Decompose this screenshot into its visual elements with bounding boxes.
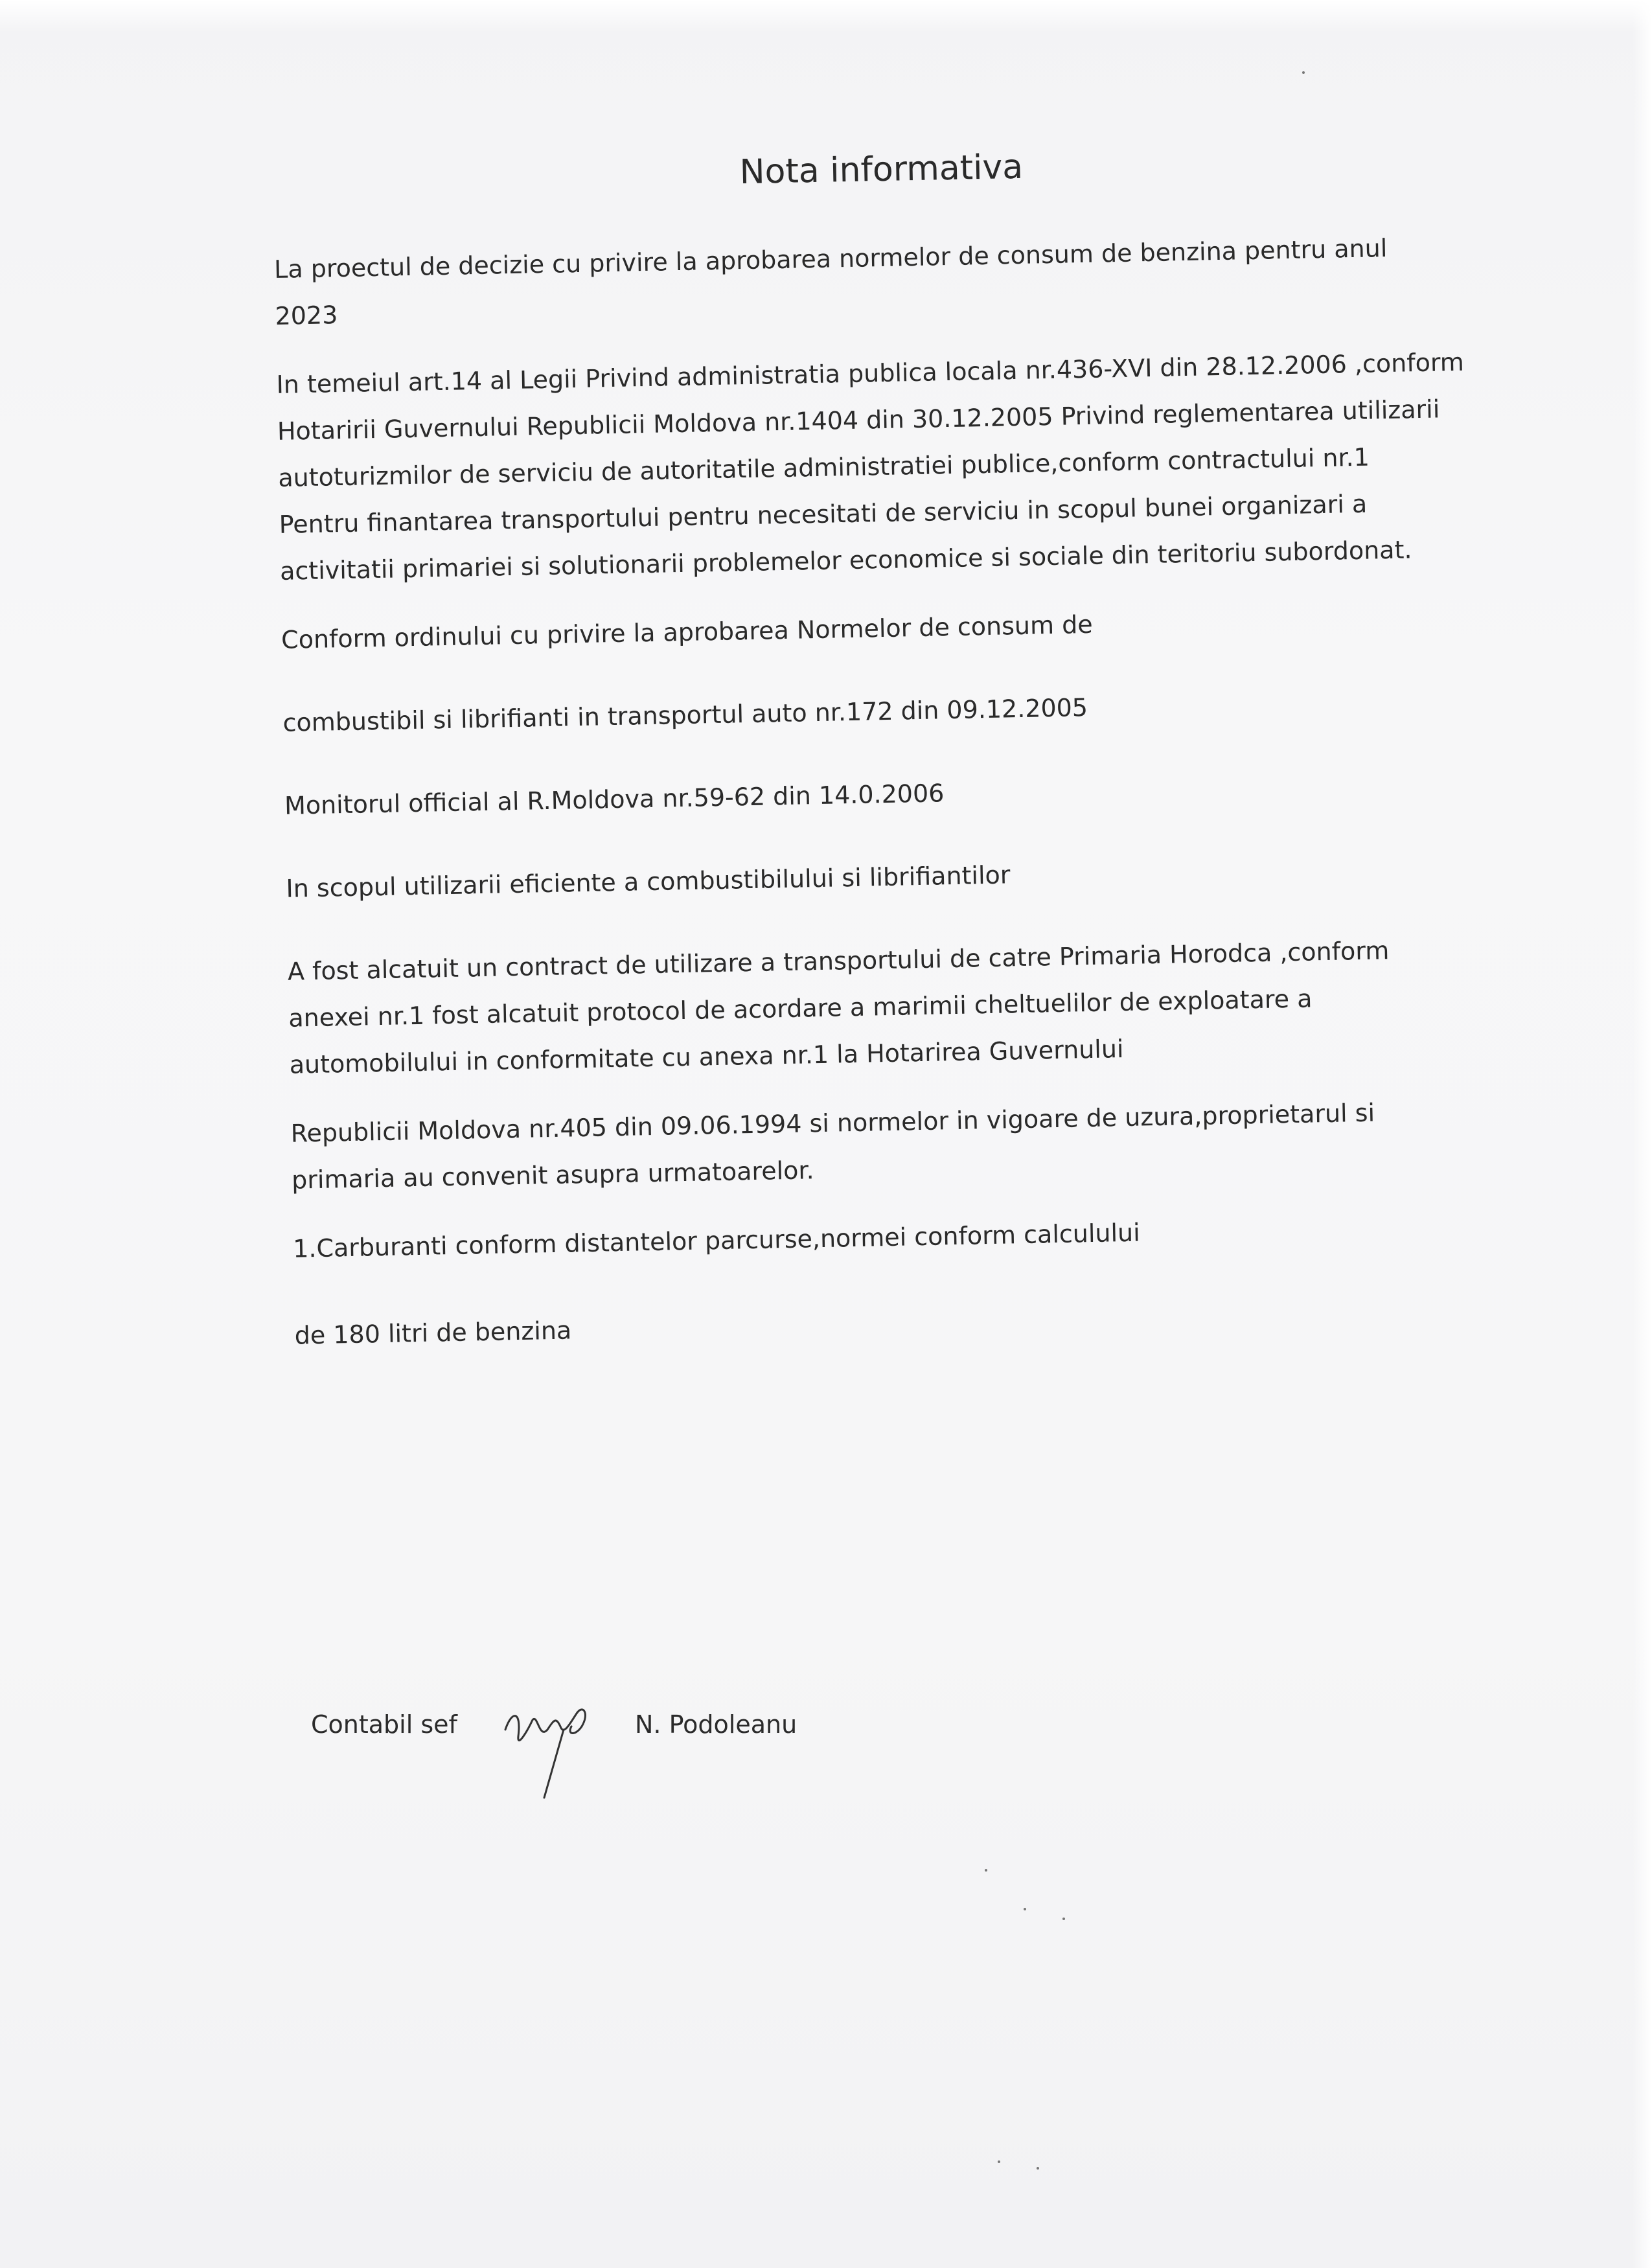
legal-basis-paragraph	[276, 337, 1550, 595]
contract-line: anexei nr.1 fost alcatuit protocol de acordare a marimii cheltuelilor de exploatare a	[288, 984, 1313, 1033]
scan-speck	[1062, 1918, 1065, 1920]
order-line: Conform ordinului cu privire la aprobarea Normelor de consum de	[281, 610, 1094, 654]
scan-edge-right	[1633, 0, 1652, 2268]
order-line: In scopul utilizarii eficiente a combustibilului si librifiantilor	[286, 860, 1011, 903]
agreement-line: primaria au convenit asupra urmatoarelor.	[291, 1156, 815, 1195]
document-body	[272, 137, 1565, 1358]
subject-block	[273, 222, 1544, 339]
order-line: Monitorul official al R.Moldova nr.59-62 din 14.0.2006	[284, 779, 945, 820]
contract-paragraph	[287, 924, 1559, 1088]
list-item-continuation: de 180 litri de benzina	[294, 1316, 572, 1350]
scan-speck	[1024, 1908, 1026, 1910]
signer-role: Contabil sef	[311, 1710, 457, 1739]
scan-speck	[1302, 71, 1305, 74]
handwritten-signature	[492, 1691, 609, 1801]
signature-block	[311, 1697, 959, 1827]
list-item: 1.Carburanti conform distantelor parcurse,normei conform calculului	[292, 1218, 1141, 1263]
scan-speck	[998, 2160, 1000, 2163]
legal-basis-line: Hotaririi Guvernului Republicii Moldova nr.1404 din 30.12.2005 Privind reglementarea utilizarii	[277, 395, 1440, 446]
scan-speck	[1037, 2167, 1039, 2170]
agreement-line: Republicii Moldova nr.405 din 09.06.1994 si normelor in vigoare de uzura,proprietarul si	[290, 1098, 1375, 1148]
signer-name: N. Podoleanu	[635, 1710, 797, 1739]
contract-line: A fost alcatuit un contract de utilizare a transportului de catre Primaria Horodca ,conform	[287, 936, 1390, 986]
scan-edge-top	[0, 0, 1652, 32]
subject-year: 2023	[275, 301, 338, 330]
legal-basis-line: autoturizmilor de serviciu de autoritatile administratiei publice,conform contractului nr.1	[277, 442, 1370, 492]
contract-line: automobilului in conformitate cu anexa nr.1 la Hotarirea Guvernului	[289, 1035, 1124, 1079]
legal-basis-line: In temeiul art.14 al Legii Privind administratia publica locala nr.436-XVI din 28.12.2006 ,conform	[276, 347, 1465, 399]
legal-basis-line: activitatii primariei si solutionarii problemelor economice si sociale din teritoriu subordonat.	[279, 535, 1412, 586]
agreement-paragraph	[290, 1086, 1561, 1204]
order-line: combustibil si librifianti in transportul auto nr.172 din 09.12.2005	[282, 693, 1088, 737]
scan-speck	[985, 1869, 987, 1872]
document-title: Nota informativa	[739, 147, 1024, 192]
subject-line: La proectul de decizie cu privire la aprobarea normelor de consum de benzina pentru anul	[273, 233, 1388, 284]
legal-basis-line: Pentru finantarea transportului pentru necesitati de serviciu in scopul bunei organizari a	[279, 489, 1368, 539]
